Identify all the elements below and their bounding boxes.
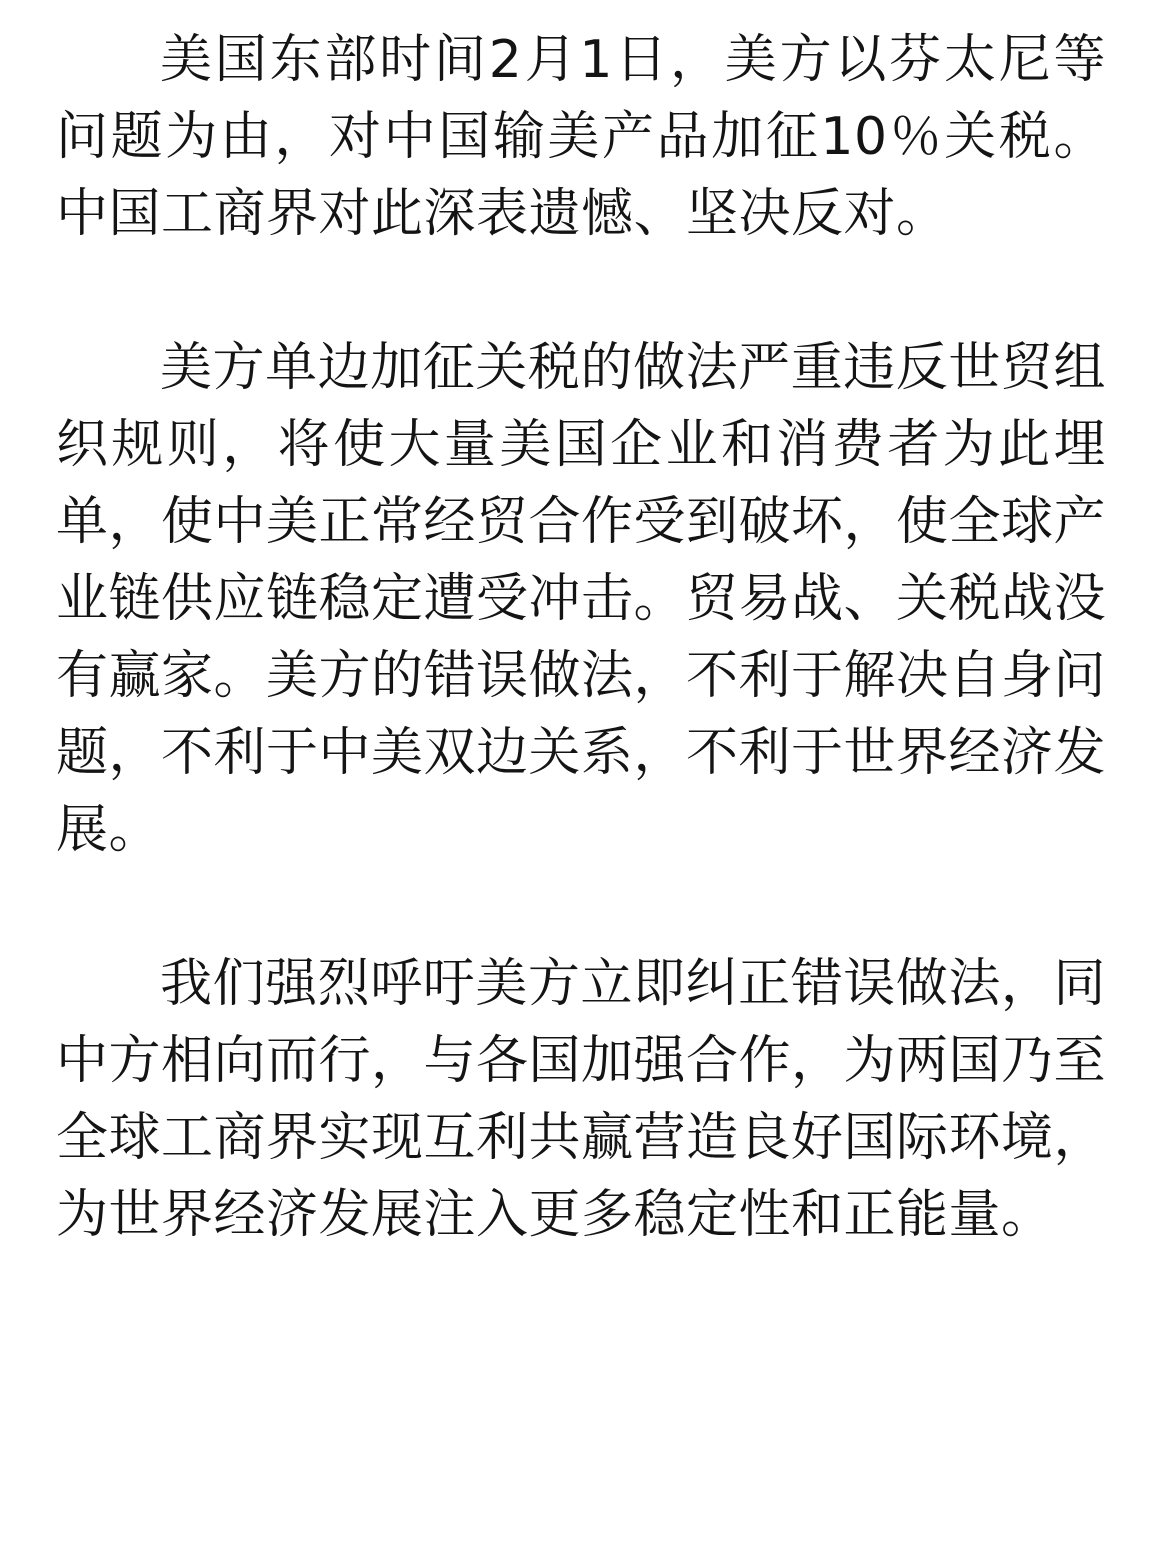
- paragraph-2: 美方单边加征关税的做法严重违反世贸组织规则，将使大量美国企业和消费者为此埋单，使中美正常经贸合作受到破坏，使全球产业链供应链稳定遭受冲击。贸易战、关税战没有赢家。美方的错误做法，不利于解决自身问题，不利于中美双边关系，不利于世界经济发展。: [56, 338, 1107, 860]
- article-body: [56, 22, 1106, 1254]
- paragraph-3: 我们强烈呼吁美方立即纠正错误做法，同中方相向而行，与各国加强合作，为两国乃至全球工商界实现互利共赢营造良好国际环境，为世界经济发展注入更多稳定性和正能量。: [56, 954, 1107, 1245]
- paragraph-1: 美国东部时间2月1日，美方以芬太尼等问题为由，对中国输美产品加征10％关税。中国工商界对此深表遗憾、坚决反对。: [56, 30, 1106, 244]
